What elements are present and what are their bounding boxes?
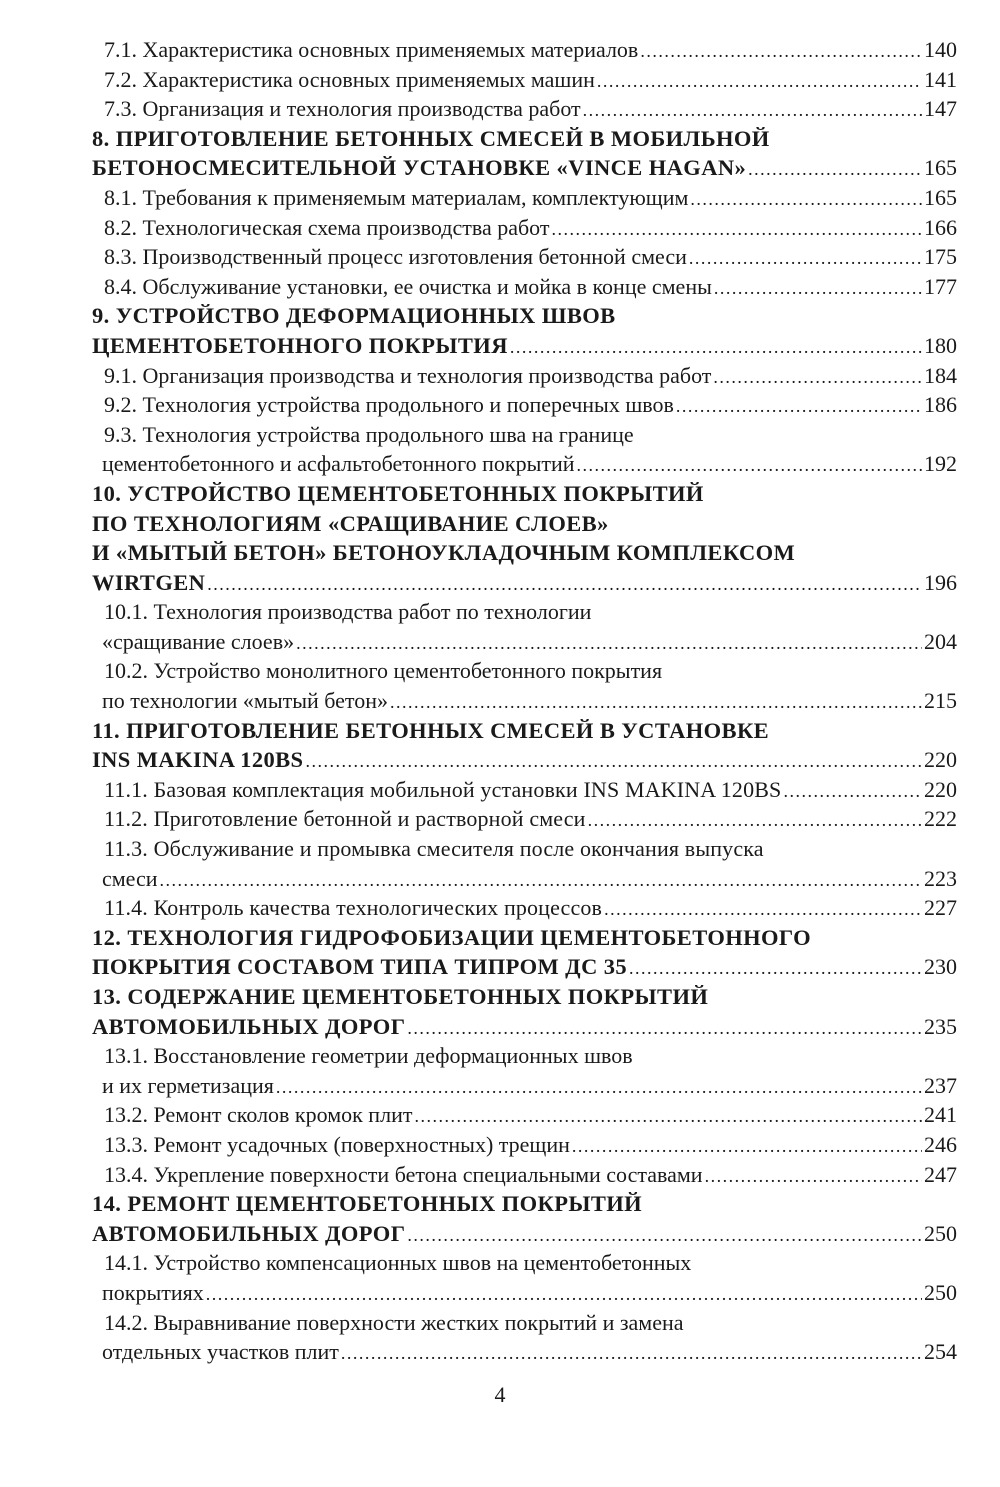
toc-entry-title: «сращивание слоев»: [102, 628, 295, 654]
toc-page-number: 147: [924, 96, 957, 122]
toc-entry-title: и их герметизация: [102, 1072, 274, 1098]
toc-entry-title: ЦЕМЕНТОБЕТОННОГО ПОКРЫТИЯ: [92, 332, 508, 358]
toc-entry-title: INS MAKINA 120BS: [92, 747, 304, 773]
toc-section-line: [92, 804, 957, 834]
toc-section-line: [92, 597, 957, 627]
toc-page-number: 175: [924, 244, 957, 270]
toc-entry-title: 8.4. Обслуживание установки, ее очистка и мойка в конце смены: [104, 273, 712, 299]
toc-entry-title: 11. ПРИГОТОВЛЕНИЕ БЕТОННЫХ СМЕСЕЙ В УСТАНОВКЕ: [92, 717, 770, 743]
toc-entry-title: ПО ТЕХНОЛОГИЯМ «СРАЩИВАНИЕ СЛОЕВ»: [92, 510, 609, 536]
toc-page-number: 196: [924, 569, 957, 595]
toc-section-line: [92, 390, 957, 420]
toc-page-number: 177: [924, 273, 957, 299]
dot-leader: [552, 215, 923, 245]
toc-chapter-line: [92, 568, 957, 598]
dot-leader: [690, 185, 922, 215]
toc-entry-title: 13.2. Ремонт сколов кромок плит: [104, 1102, 413, 1128]
toc-page-number: 250: [924, 1279, 957, 1305]
toc-page-number: 166: [924, 214, 957, 240]
toc-section-line: [92, 775, 957, 805]
dot-leader: [676, 392, 922, 422]
dot-leader: [588, 806, 922, 836]
toc-page-number: 184: [924, 362, 957, 388]
toc-section-line: [92, 834, 957, 864]
toc-chapter-line: [92, 1012, 957, 1042]
toc-entry-title: 13.4. Укрепление поверхности бетона специальными составами: [104, 1161, 703, 1187]
toc-page-number: 140: [924, 37, 957, 62]
toc-page-number: 220: [924, 747, 957, 773]
toc-entry-title: WIRTGEN: [92, 569, 206, 595]
toc-entry-title: АВТОМОБИЛЬНЫХ ДОРОГ: [92, 1013, 406, 1039]
dot-leader: [407, 1221, 922, 1251]
toc-entry-title: 8. ПРИГОТОВЛЕНИЕ БЕТОННЫХ СМЕСЕЙ В МОБИЛЬНОЙ: [92, 125, 770, 151]
dot-leader: [276, 1073, 922, 1103]
toc-section-line: [92, 242, 957, 272]
toc-entry-title: 9.2. Технология устройства продольного и поперечных швов: [104, 392, 674, 418]
toc-section-line: [92, 864, 957, 894]
toc-entry-title: 11.3. Обслуживание и промывка смесителя после окончания выпуска: [104, 836, 764, 862]
toc-page-number: 220: [924, 776, 957, 802]
toc-page-number: 246: [924, 1131, 957, 1157]
toc-section-line: [92, 686, 957, 716]
dot-leader: [713, 363, 922, 393]
toc-page-number: 235: [924, 1013, 957, 1039]
toc-chapter-line: [92, 479, 957, 509]
toc-chapter-line: [92, 745, 957, 775]
toc-entry-title: 11.4. Контроль качества технологических процессов: [104, 895, 603, 921]
toc-chapter-line: [92, 923, 957, 953]
toc-page-number: 204: [924, 628, 957, 654]
toc-section-line: [92, 627, 957, 657]
toc-chapter-line: [92, 331, 957, 361]
dot-leader: [577, 451, 922, 481]
toc-entry-title: 14. РЕМОНТ ЦЕМЕНТОБЕТОННЫХ ПОКРЫТИЙ: [92, 1191, 643, 1217]
toc-entry-title: ПОКРЫТИЯ СОСТАВОМ ТИПА ТИПРОМ ДС 35: [92, 954, 628, 980]
dot-leader: [510, 333, 922, 363]
toc-entry-title: 8.1. Требования к применяемым материалам, комплектующим: [104, 184, 689, 210]
toc-entry-title: 10.1. Технология производства работ по технологии: [104, 599, 592, 625]
dot-leader: [160, 866, 922, 896]
toc-section-line: [92, 893, 957, 923]
toc-chapter-line: [92, 952, 957, 982]
toc-page-number: 230: [924, 954, 957, 980]
dot-leader: [714, 274, 922, 304]
dot-leader: [689, 244, 922, 274]
dot-leader: [583, 96, 922, 126]
toc-entry-title: 13.3. Ремонт усадочных (поверхностных) трещин: [104, 1131, 570, 1157]
toc-entry-title: 7.3. Организация и технология производства работ: [104, 96, 581, 122]
toc-entry-title: 12. ТЕХНОЛОГИЯ ГИДРОФОБИЗАЦИИ ЦЕМЕНТОБЕТОННОГО: [92, 924, 811, 950]
dot-leader: [604, 895, 922, 925]
toc-chapter-line: [92, 509, 957, 539]
toc-page-number: 254: [924, 1339, 957, 1365]
toc-section-line: [92, 1278, 957, 1308]
dot-leader: [597, 67, 922, 97]
toc-chapter-line: [92, 1189, 957, 1219]
toc-page-number: 223: [924, 865, 957, 891]
table-of-contents: [92, 35, 957, 1367]
toc-entry-title: по технологии «мытый бетон»: [102, 688, 389, 714]
toc-entry-title: 13.1. Восстановление геометрии деформационных швов: [104, 1043, 633, 1069]
toc-entry-title: И «МЫТЫЙ БЕТОН» БЕТОНОУКЛАДОЧНЫМ КОМПЛЕКСОМ: [92, 540, 796, 566]
toc-page-number: 241: [924, 1102, 957, 1128]
toc-entry-title: БЕТОНОСМЕСИТЕЛЬНОЙ УСТАНОВКЕ «VINCE HAGAN»: [92, 155, 747, 181]
toc-page-number: 180: [924, 332, 957, 358]
dot-leader: [390, 688, 922, 718]
toc-entry-title: 9.1. Организация производства и технология производства работ: [104, 362, 712, 388]
dot-leader: [414, 1102, 922, 1132]
dot-leader: [629, 954, 922, 984]
toc-chapter-line: [92, 153, 957, 183]
toc-entry-title: 14.1. Устройство компенсационных швов на цементобетонных: [104, 1250, 692, 1276]
toc-section-line: [92, 213, 957, 243]
toc-entry-title: 7.1. Характеристика основных применяемых материалов: [104, 37, 639, 62]
toc-section-line: [92, 449, 957, 479]
toc-entry-title: 8.2. Технологическая схема производства работ: [104, 214, 550, 240]
toc-section-line: [92, 183, 957, 213]
toc-entry-title: 10. УСТРОЙСТВО ЦЕМЕНТОБЕТОННЫХ ПОКРЫТИЙ: [92, 480, 704, 506]
toc-section-line: [92, 1308, 957, 1338]
toc-entry-title: 11.2. Приготовление бетонной и растворной смеси: [104, 806, 586, 832]
dot-leader: [305, 747, 922, 777]
dot-leader: [748, 155, 922, 185]
dot-leader: [572, 1132, 922, 1162]
toc-page-number: 186: [924, 392, 957, 418]
toc-entry-title: 11.1. Базовая комплектация мобильной установки INS MAKINA 120BS: [104, 776, 782, 802]
toc-page-number: 215: [924, 688, 957, 714]
toc-entry-title: цементобетонного и асфальтобетонного покрытий: [102, 451, 575, 477]
dot-leader: [296, 629, 922, 659]
toc-entry-title: 7.2. Характеристика основных применяемых машин: [104, 66, 595, 92]
toc-section-line: [92, 656, 957, 686]
toc-page-number: 165: [924, 184, 957, 210]
toc-entry-title: смеси: [102, 865, 158, 891]
dot-leader: [705, 1162, 922, 1192]
toc-entry-title: 14.2. Выравнивание поверхности жестких покрытий и замена: [104, 1309, 684, 1335]
toc-section-line: [92, 1071, 957, 1101]
toc-entry-title: АВТОМОБИЛЬНЫХ ДОРОГ: [92, 1220, 406, 1246]
toc-section-line: [92, 1041, 957, 1071]
toc-page-number: 141: [924, 66, 957, 92]
toc-chapter-line: [92, 124, 957, 154]
toc-entry-title: 8.3. Производственный процесс изготовления бетонной смеси: [104, 244, 687, 270]
toc-page-number: 222: [924, 806, 957, 832]
toc-chapter-line: [92, 982, 957, 1012]
toc-entry-title: 9. УСТРОЙСТВО ДЕФОРМАЦИОННЫХ ШВОВ: [92, 303, 616, 329]
toc-section-line: [92, 272, 957, 302]
toc-page-number: 250: [924, 1220, 957, 1246]
toc-page-number: 192: [924, 451, 957, 477]
toc-chapter-line: [92, 301, 957, 331]
dot-leader: [783, 777, 922, 807]
toc-chapter-line: [92, 538, 957, 568]
toc-page-number: 227: [924, 895, 957, 921]
toc-section-line: [92, 1100, 957, 1130]
toc-chapter-line: [92, 1219, 957, 1249]
toc-chapter-line: [92, 716, 957, 746]
toc-section-line: [92, 1130, 957, 1160]
toc-entry-title: 9.3. Технология устройства продольного шва на границе: [104, 421, 634, 447]
toc-section-line: [92, 35, 957, 65]
toc-section-line: [92, 65, 957, 95]
dot-leader: [341, 1339, 922, 1369]
toc-entry-title: отдельных участков плит: [102, 1339, 339, 1365]
toc-page-number: 165: [924, 155, 957, 181]
toc-entry-title: 13. СОДЕРЖАНИЕ ЦЕМЕНТОБЕТОННЫХ ПОКРЫТИЙ: [92, 984, 709, 1009]
toc-section-line: [92, 1160, 957, 1190]
page-number: 4: [494, 1382, 506, 1407]
dot-leader: [207, 570, 922, 600]
toc-section-line: [92, 420, 957, 450]
toc-section-line: [92, 94, 957, 124]
dot-leader: [206, 1280, 922, 1310]
toc-section-line: [92, 1337, 957, 1367]
toc-page-number: 247: [924, 1161, 957, 1187]
dot-leader: [407, 1014, 922, 1044]
dot-leader: [640, 37, 922, 67]
toc-entry-title: 10.2. Устройство монолитного цементобетонного покрытия: [104, 658, 663, 684]
toc-section-line: [92, 1248, 957, 1278]
toc-page-number: 237: [924, 1072, 957, 1098]
toc-section-line: [92, 361, 957, 391]
toc-entry-title: покрытиях: [102, 1279, 204, 1305]
